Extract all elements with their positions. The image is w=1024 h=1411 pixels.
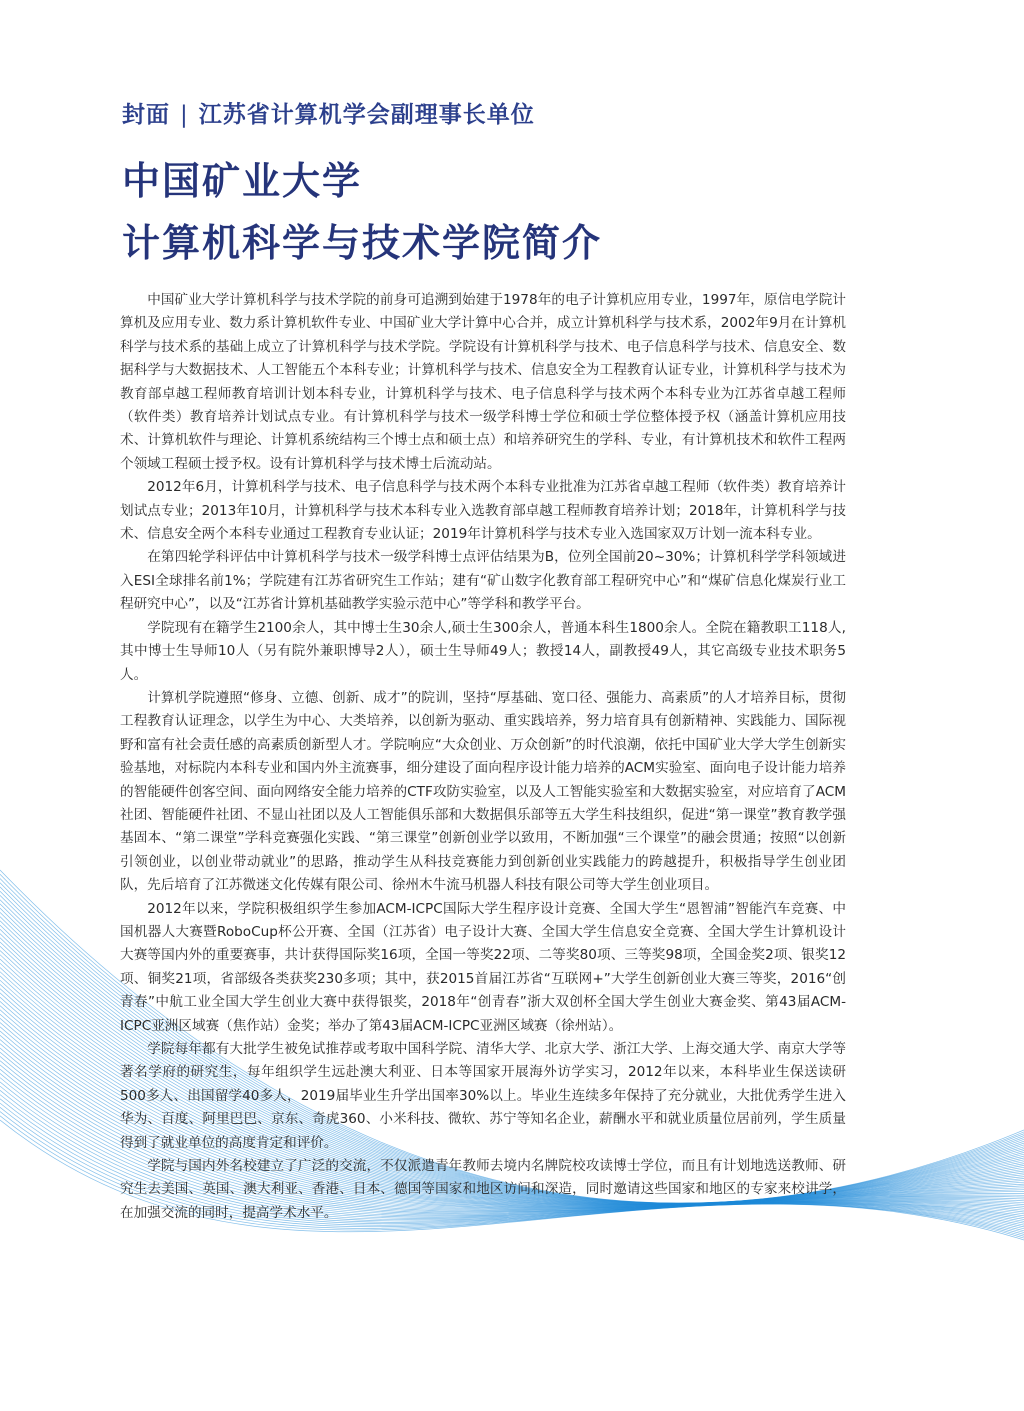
article-body (120, 289, 846, 1225)
paragraph: 学院现有在籍学生2100余人，其中博士生30余人,硕士生300余人，普通本科生1800余人。全院在籍教职工118人,其中博士生导师10人（另有院外兼职博导2人），硕士生导师49人；教授14人，副教授49人，其它高级专业技术职务5人。 (120, 619, 846, 683)
header-section: 封面 (122, 102, 170, 128)
article-title (122, 150, 602, 274)
paragraph: 计算机学院遵照“修身、立德、创新、成才”的院训，坚持“厚基础、宽口径、强能力、高素质”的人才培养目标，贯彻工程教育认证理念，以学生为中心、大类培养，以创新为驱动、重实践培养，努力培育具有创新精神、实践能力、国际视野和富有社会责任感的高素质创新型人才。学院响应“大众创业、万众创新”的时代浪潮，依托中国矿业大学大学生创新实验基地，对标院内本科专业和国内外主流赛事，细分建设了面向程序设计能力培养的ACM实验室、面向电子设计能力培养的智能硬件创客空间、面向网络安全能力培养的CTF攻防实验室，以及人工智能实验室和大数据实验室，对应培育了ACM社团、智能硬件社团、不显山社团以及人工智能俱乐部和大数据俱乐部等五大学生科技组织，促进“第一课堂”教育教学强基固本、“第二课堂”学科竞赛强化实践、“第三课堂”创新创业学以致用，不断加强“三个课堂”的融会贯通；按照“以创新引领创业，以创业带动就业”的思路，推动学生从科技竞赛能力到创新创业实践能力的跨越提升，积极指导学生创业团队，先后培育了江苏微迷文化传媒有限公司、徐州木牛流马机器人科技有限公司等大学生创业项目。 (120, 689, 846, 894)
page-header (122, 96, 535, 129)
paragraph: 学院每年都有大批学生被免试推荐或考取中国科学院、清华大学、北京大学、浙江大学、上海交通大学、南京大学等著名学府的研究生，每年组织学生远赴澳大利亚、日本等国家开展海外访学实习，2012年以来，本科毕业生保送读研500多人、出国留学40多人，2019届毕业生升学出国率30%以上。毕业生连续多年保持了充分就业，大批优秀学生进入华为、百度、阿里巴巴、京东、奇虎360、小米科技、微软、苏宁等知名企业，薪酬水平和就业质量位居前列，学生质量得到了就业单位的高度肯定和评价。 (120, 1041, 846, 1151)
header-subtitle: 江苏省计算机学会副理事长单位 (198, 102, 535, 128)
paragraph: 学院与国内外名校建立了广泛的交流，不仅派遣青年教师去境内名牌院校攻读博士学位，而且有计划地选送教师、研究生去美国、英国、澳大利亚、香港、日本、德国等国家和地区访问和深造，同时邀请这些国家和地区的专家来校讲学，在加强交流的同时，提高学术水平。 (120, 1158, 846, 1221)
paragraph: 2012年6月，计算机科学与技术、电子信息科学与技术两个本科专业批准为江苏省卓越工程师（软件类）教育培养计划试点专业；2013年10月，计算机科学与技术本科专业入选教育部卓越工程师教育培养计划；2018年，计算机科学与技术、信息安全两个本科专业通过工程教育专业认证；2019年计算机科学与技术专业入选国家双万计划一流本科专业。 (120, 479, 846, 543)
title-line-1: 中国矿业大学 (122, 159, 363, 203)
paragraph: 2012年以来，学院积极组织学生参加ACM-ICPC国际大学生程序设计竞赛、全国大学生“恩智浦”智能汽车竞赛、中国机器人大赛暨RoboCup杯公开赛、全国（江苏省）电子设计大赛、全国大学生信息安全竞赛、全国大学生计算机设计大赛等国内外的重要赛事，共计获得国际奖16项，全国一等奖22项、二等奖80项、三等奖98项，全国金奖2项、银奖12项、铜奖21项，省部级各类获奖230多项；其中，获2015首届江苏省“互联网+”大学生创新创业大赛三等奖，2016“创青春”中航工业全国大学生创业大赛中获得银奖，2018年“创青春”浙大双创杯全国大学生创业大赛金奖、第43届ACM-ICPC亚洲区域赛（焦作站）金奖；举办了第43届ACM-ICPC亚洲区域赛（徐州站）。 (120, 900, 846, 1034)
paragraph: 中国矿业大学计算机科学与技术学院的前身可追溯到始建于1978年的电子计算机应用专业，1997年，原信电学院计算机及应用专业、数力系计算机软件专业、中国矿业大学计算中心合并，成立计算机科学与技术系，2002年9月在计算机科学与技术系的基础上成立了计算机科学与技术学院。学院设有计算机科学与技术、电子信息科学与技术、信息安全、数据科学与大数据技术、人工智能五个本科专业；计算机科学与技术、信息安全为工程教育认证专业，计算机科学与技术为教育部卓越工程师教育培训计划本科专业，计算机科学与技术、电子信息科学与技术两个本科专业为江苏省卓越工程师（软件类）教育培养计划试点专业。有计算机科学与技术一级学科博士学位和硕士学位整体授予权（涵盖计算机应用技术、计算机软件与理论、计算机系统结构三个博士点和硕士点）和培养研究生的学科、专业，有计算机技术和软件工程两个领域工程硕士授予权。设有计算机科学与技术博士后流动站。 (120, 292, 846, 472)
header-separator: | (180, 102, 189, 128)
paragraph: 在第四轮学科评估中计算机科学与技术一级学科博士点评估结果为B，位列全国前20~30%；计算机科学学科领域进入ESI全球排名前1%；学院建有江苏省研究生工作站；建有“矿山数字化教育部工程研究中心”和“煤矿信息化煤炭行业工程研究中心”，以及“江苏省计算机基础教学实验示范中心”等学科和教学平台。 (120, 549, 846, 613)
title-line-2: 计算机科学与技术学院简介 (122, 221, 603, 265)
